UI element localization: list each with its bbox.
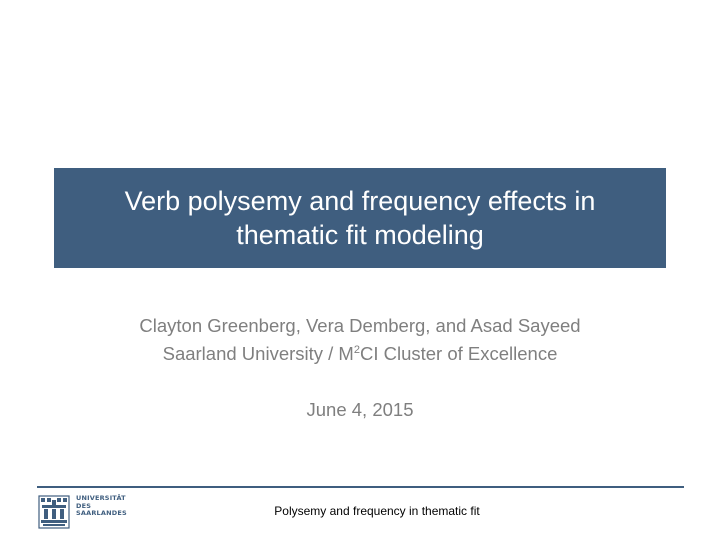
title-band [54, 168, 666, 268]
affiliation-prefix: Saarland University / M [162, 343, 354, 364]
footer-title: Polysemy and frequency in thematic fit [274, 504, 480, 518]
author-block [0, 312, 720, 368]
slide-title [80, 184, 640, 252]
wordmark-line-3: SAARLANDES [76, 509, 127, 517]
slide-title-line-1: Verb polysemy and frequency effects in [124, 186, 596, 216]
affiliation [0, 340, 720, 368]
slide-title-line-2: thematic fit modeling [236, 220, 484, 250]
author-names: Clayton Greenberg, Vera Demberg, and Asad Sayeed [139, 315, 581, 336]
footer-divider [37, 486, 684, 488]
wordmark-line-1: UNIVERSITÄT [76, 494, 126, 502]
wordmark-line-2: DES [76, 501, 92, 510]
presentation-date: June 4, 2015 [306, 399, 414, 420]
affiliation-suffix: CI Cluster of Excellence [359, 343, 558, 364]
affiliation-superscript: 2 [353, 344, 360, 356]
